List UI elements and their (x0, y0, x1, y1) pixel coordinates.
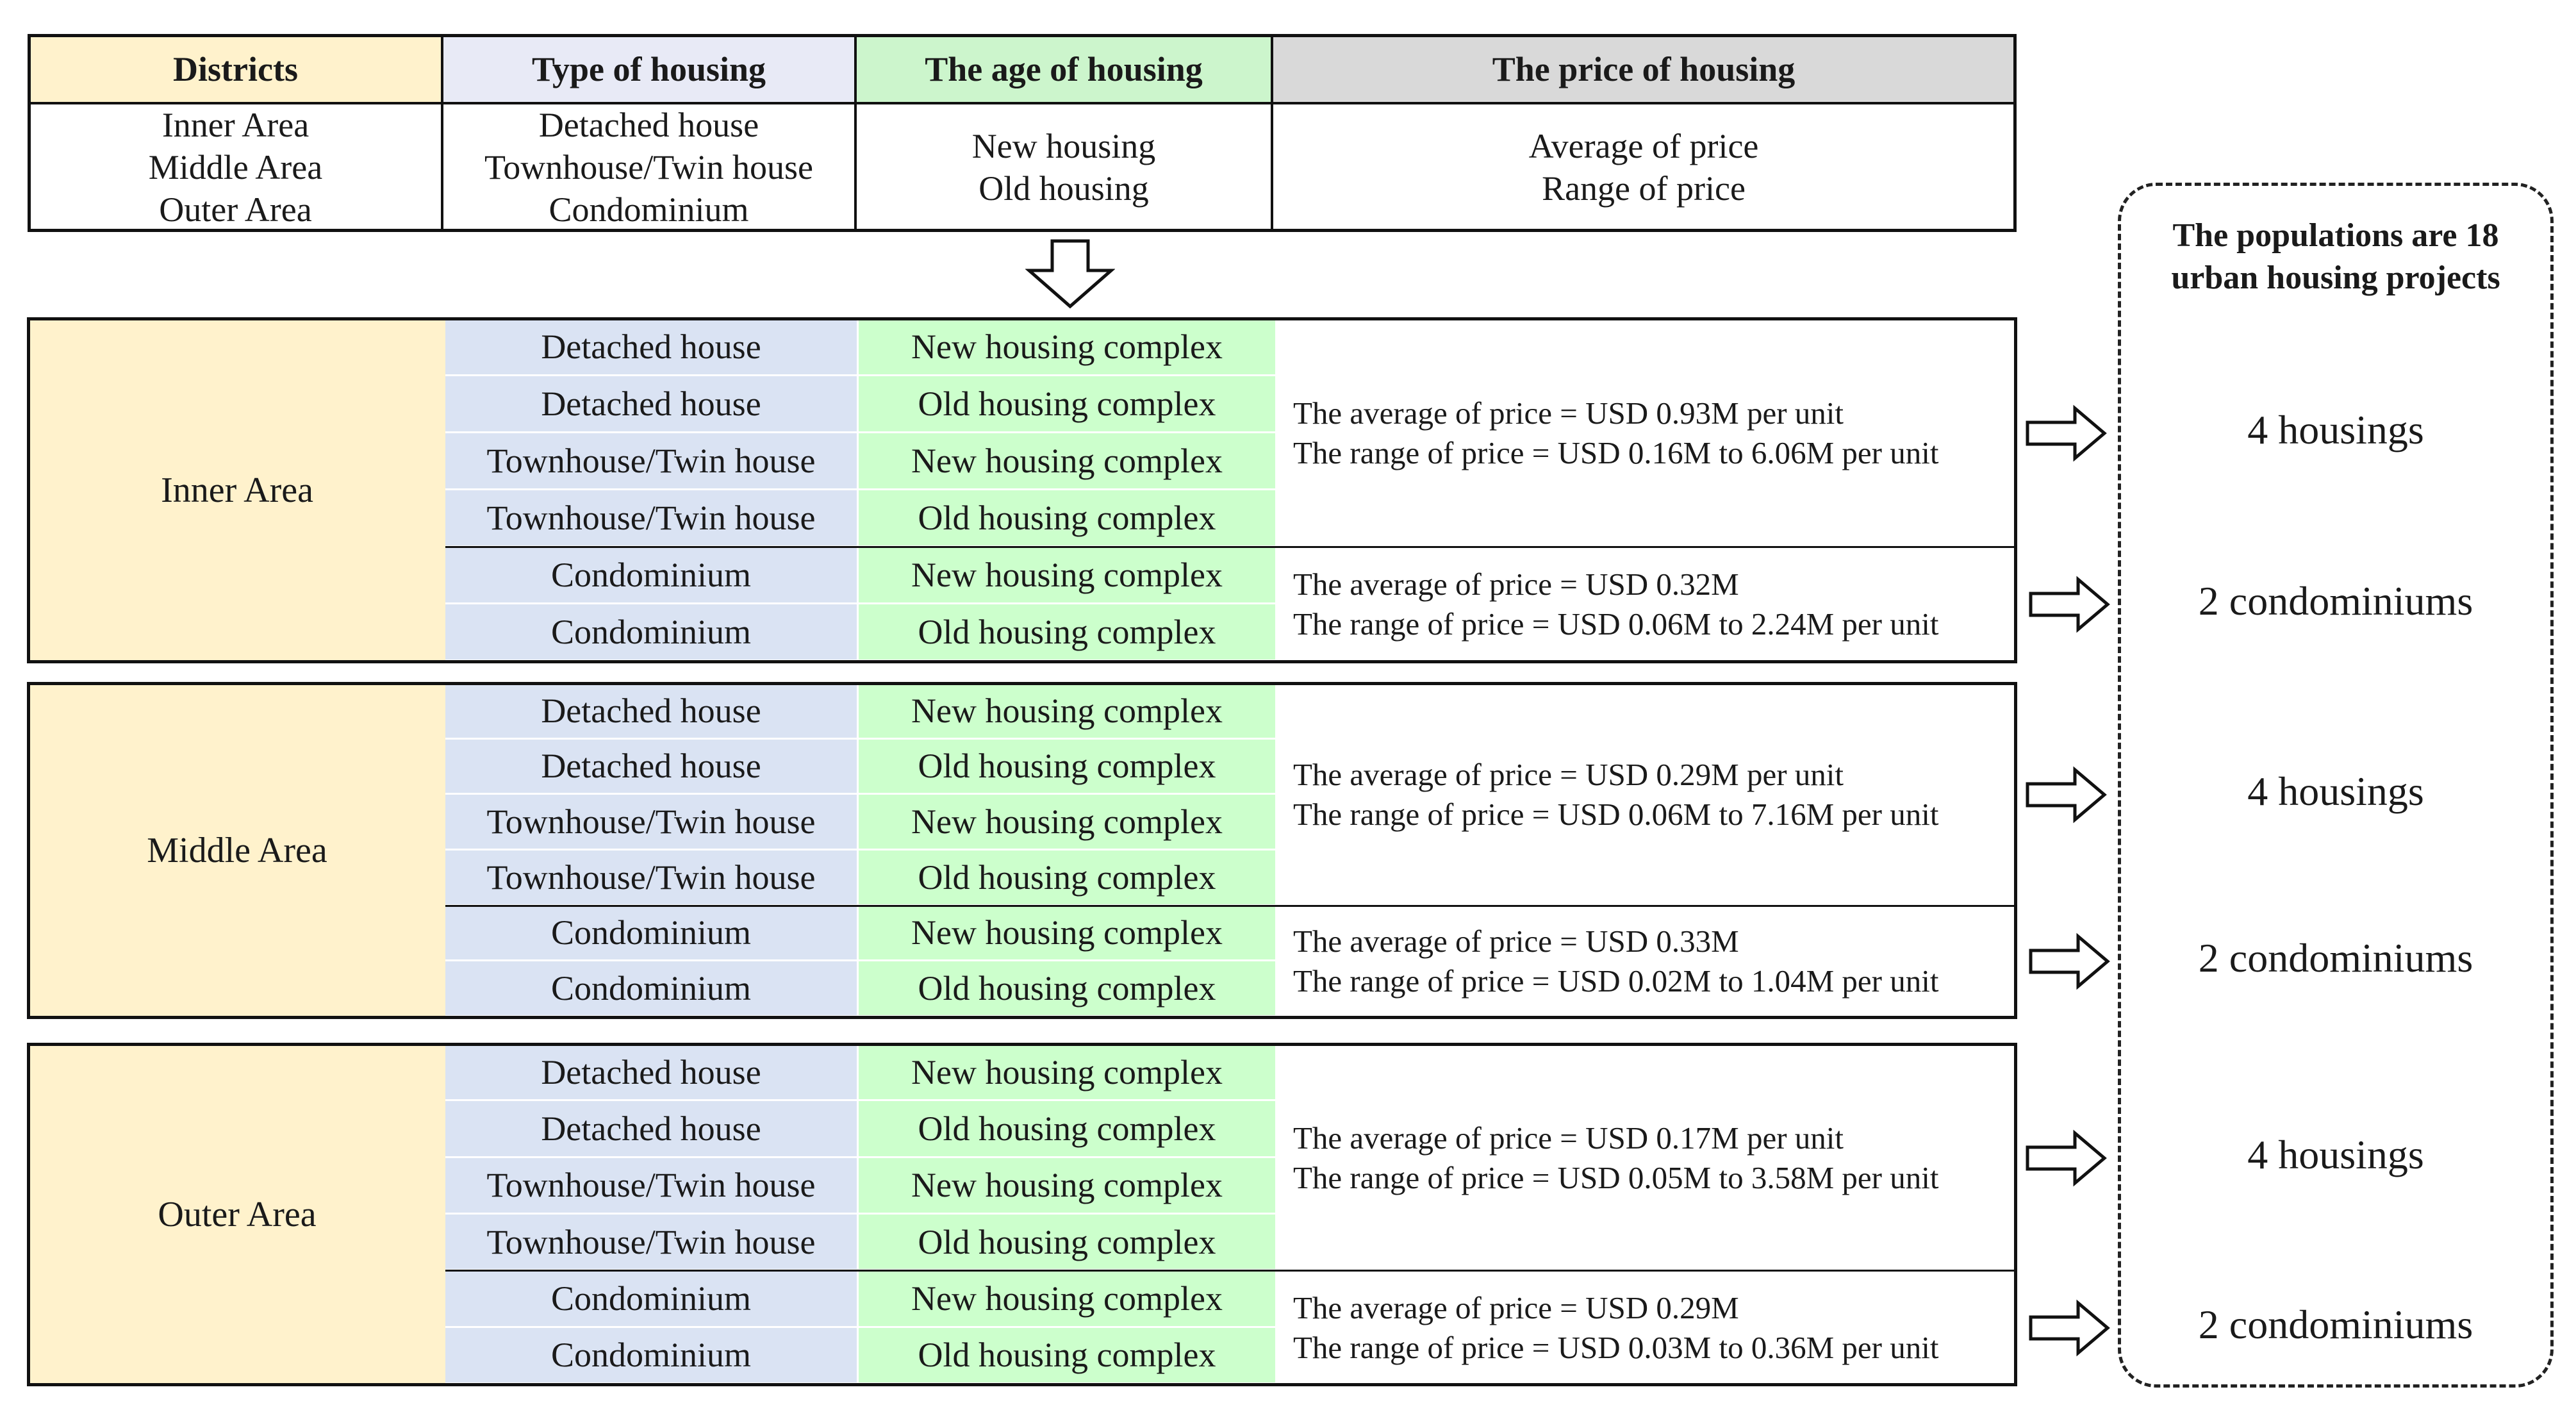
average-price-text: The average of price = USD 0.29M per unit (1293, 757, 1844, 793)
housing-age-cell: New housing complex (859, 1045, 1275, 1101)
area-label: Inner Area (29, 319, 445, 661)
housing-age-cell: Old housing complex (859, 376, 1275, 433)
housing-type-cell: Townhouse/Twin house (445, 433, 859, 490)
price-range-text: The range of price = USD 0.03M to 0.36M per unit (1293, 1329, 1939, 1365)
housing-age-cell: Old housing complex (859, 961, 1275, 1017)
housing-age-cell: New housing complex (859, 684, 1275, 740)
housing-type-cell: Condominium (445, 906, 859, 962)
housing-type-cell: Condominium (445, 1271, 859, 1327)
housing-age-cell: Old housing complex (859, 850, 1275, 906)
prices-list-item: Range of price (1542, 169, 1746, 208)
housing-count: 4 housings (2247, 1131, 2424, 1177)
housing-type-cell: Townhouse/Twin house (445, 850, 859, 906)
area-label: Middle Area (29, 684, 445, 1017)
districts-list-item: Outer Area (159, 190, 312, 229)
area-frame (27, 682, 2017, 1019)
down-arrow-icon (1025, 238, 1115, 309)
housing-age-cell: New housing complex (859, 1158, 1275, 1215)
right-arrow-icon (2028, 933, 2111, 990)
housing-age-cell: Old housing complex (859, 1101, 1275, 1157)
header-divider (1271, 35, 1273, 231)
price-range-text: The range of price = USD 0.06M to 7.16M per unit (1293, 797, 1939, 833)
housing-type-cell: Detached house (445, 319, 859, 376)
housing-age-cell: New housing complex (859, 433, 1275, 490)
types-list-item: Detached house (538, 105, 759, 144)
housing-age-cell: Old housing complex (859, 1215, 1275, 1271)
age-header: The age of housing (855, 35, 1272, 103)
housing-type-cell: Detached house (445, 740, 859, 795)
price-range-text: The range of price = USD 0.02M to 1.04M per unit (1293, 963, 1939, 999)
ages-list-item: New housing (971, 126, 1156, 165)
condominium-count: 2 condominiums (2198, 1301, 2473, 1347)
population-box (2118, 183, 2554, 1388)
average-price-text: The average of price = USD 0.33M (1293, 924, 1739, 959)
right-arrow-icon (2025, 404, 2108, 462)
districts-header: Districts (29, 35, 442, 103)
header-divider (854, 35, 857, 231)
housing-age-cell: New housing complex (859, 319, 1275, 376)
condominium-count: 2 condominiums (2198, 578, 2473, 624)
condominium-count: 2 condominiums (2198, 935, 2473, 981)
right-arrow-icon (2028, 1299, 2111, 1357)
housing-type-cell: Condominium (445, 1328, 859, 1384)
housing-age-cell: Old housing complex (859, 1328, 1275, 1384)
average-price-text: The average of price = USD 0.32M (1293, 567, 1739, 602)
average-price-text: The average of price = USD 0.29M (1293, 1290, 1739, 1325)
housing-age-cell: Old housing complex (859, 490, 1275, 547)
housing-type-cell: Townhouse/Twin house (445, 490, 859, 547)
price-header: The price of housing (1272, 35, 2015, 103)
housing-type-cell: Townhouse/Twin house (445, 1158, 859, 1215)
header-divider (441, 35, 443, 231)
area-frame (27, 317, 2017, 663)
population-title: The populations are 18 urban housing projects (2171, 217, 2500, 296)
housing-type-cell: Townhouse/Twin house (445, 1215, 859, 1271)
housing-type-cell: Condominium (445, 547, 859, 604)
header-divider (29, 102, 2015, 104)
housing-type-cell: Townhouse/Twin house (445, 795, 859, 850)
housing-type-cell: Condominium (445, 604, 859, 661)
housing-type-cell: Condominium (445, 961, 859, 1017)
districts-list-item: Inner Area (161, 105, 310, 144)
types-list-item: Condominium (549, 190, 749, 229)
right-arrow-icon (2025, 766, 2108, 824)
right-arrow-icon (2025, 1129, 2108, 1187)
price-range-text: The range of price = USD 0.16M to 6.06M per unit (1293, 435, 1939, 470)
right-arrow-icon (2028, 576, 2111, 633)
ages-list-item: Old housing (978, 169, 1149, 208)
housing-age-cell: Old housing complex (859, 740, 1275, 795)
average-price-text: The average of price = USD 0.93M per unit (1293, 395, 1844, 431)
housing-age-cell: New housing complex (859, 547, 1275, 604)
housing-type-cell: Detached house (445, 1101, 859, 1157)
housing-type-cell: Detached house (445, 376, 859, 433)
housing-count: 4 housings (2247, 768, 2424, 815)
housing-age-cell: New housing complex (859, 795, 1275, 850)
districts-list-item: Middle Area (148, 147, 323, 187)
housing-count: 4 housings (2247, 407, 2424, 452)
housing-type-cell: Detached house (445, 1045, 859, 1101)
types-list-item: Townhouse/Twin house (484, 147, 813, 187)
header-frame (28, 34, 2017, 232)
housing-type-cell: Detached house (445, 684, 859, 740)
price-range-text: The range of price = USD 0.05M to 3.58M per unit (1293, 1159, 1939, 1195)
prices-list-item: Average of price (1528, 126, 1759, 165)
housing-age-cell: Old housing complex (859, 604, 1275, 661)
housing-age-cell: New housing complex (859, 906, 1275, 962)
average-price-text: The average of price = USD 0.17M per unit (1293, 1120, 1844, 1156)
type-header: Type of housing (442, 35, 855, 103)
area-label: Outer Area (29, 1045, 445, 1384)
housing-age-cell: New housing complex (859, 1271, 1275, 1327)
price-range-text: The range of price = USD 0.06M to 2.24M per unit (1293, 606, 1939, 642)
area-frame (27, 1043, 2017, 1386)
